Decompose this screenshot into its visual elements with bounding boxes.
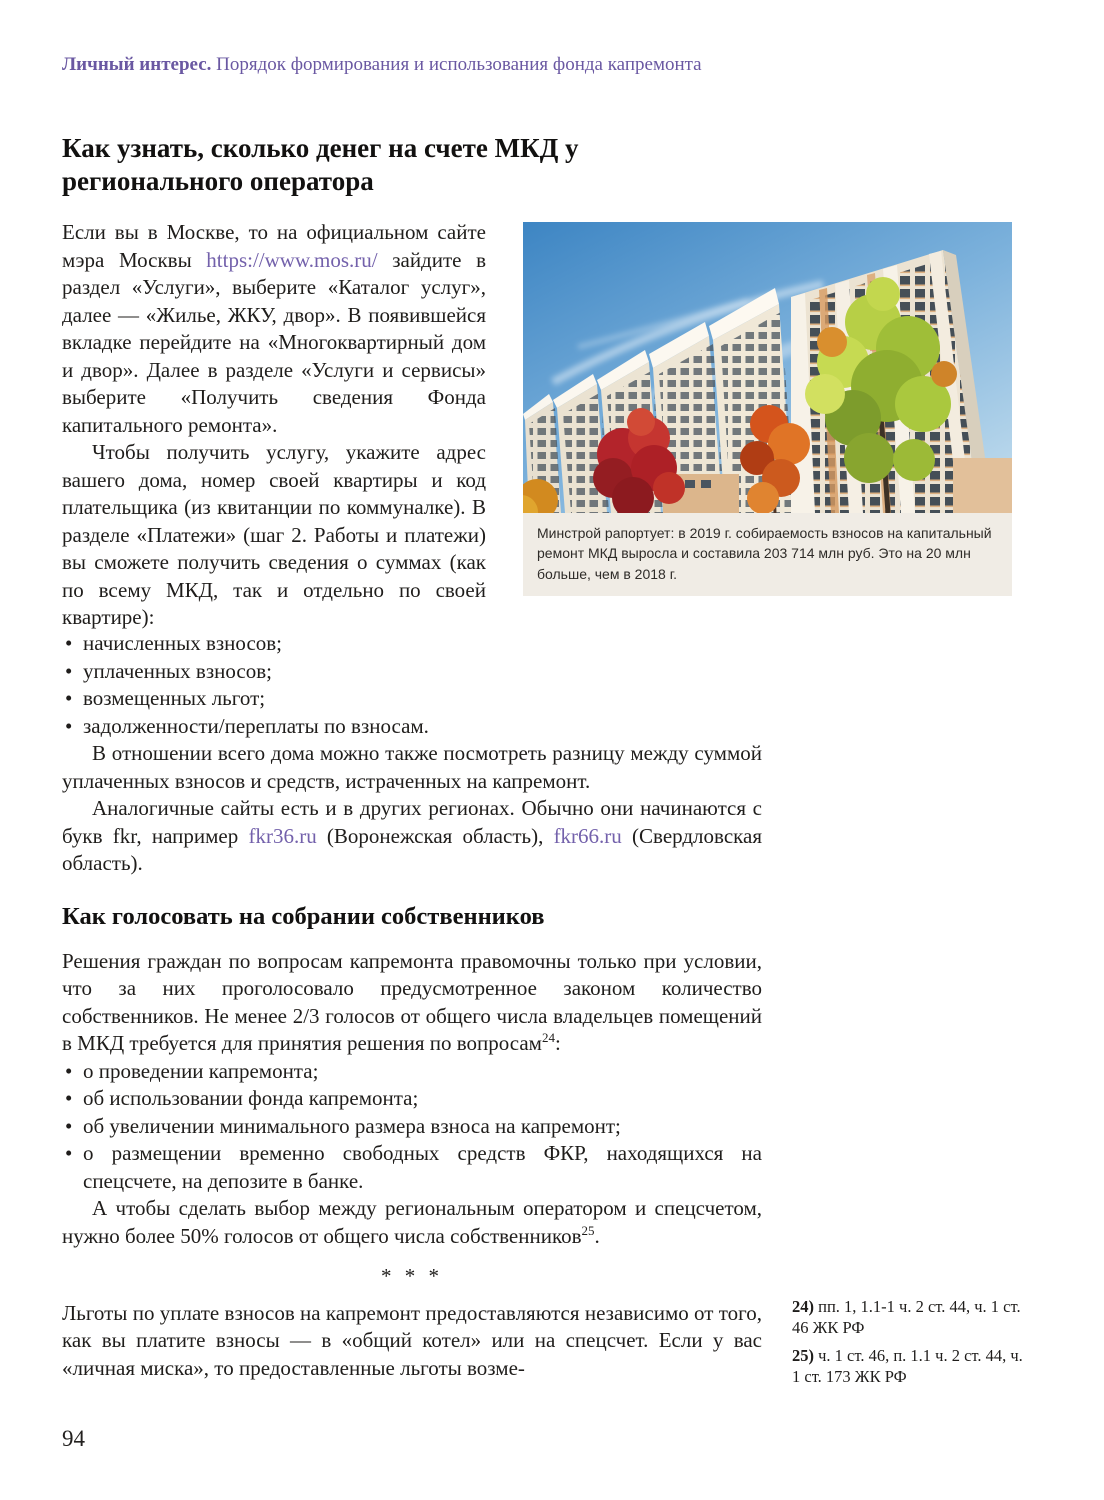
footnote-ref-24: 24: [541, 1030, 555, 1046]
list-item: • задолженности/переплаты по взносам.: [62, 713, 762, 741]
paragraph-mos-site: [62, 219, 486, 439]
apartment-buildings-photo: [523, 222, 1012, 513]
footnotes-block: [792, 1296, 1024, 1394]
footnote-text: ч. 1 ст. 46, п. 1.1 ч. 2 ст. 44, ч. 1 ст. 173 ЖК РФ: [792, 1346, 1023, 1386]
paragraph-voting-rules: [62, 948, 762, 1058]
paragraph-text: Аналогичные сайты есть и в других регионах. Обычно они начинаются с букв fkr, например: [62, 796, 762, 848]
mos-ru-link[interactable]: https://www.mos.ru/: [206, 247, 378, 272]
paragraph-text: (Воронежская область),: [316, 823, 554, 848]
fkr66-link[interactable]: fkr66.ru: [553, 823, 622, 848]
paragraph-regional-sites: [62, 795, 762, 878]
paragraph-house-difference: В отношении всего дома можно также посмотреть разницу между суммой уплаченных взносов и средств, истраченных на капремонт.: [62, 741, 762, 793]
photo-block: [523, 222, 1012, 596]
paragraph-service-steps: Чтобы получить услугу, укажите адрес вашего дома, номер своей квартиры и код плательщика (из квитанции по коммуналке). В разделе «Платежи» (шаг 2. Работы и платежи) вы сможете получить сведения о суммах (как по всему МКД, так и отдельно по своей квартире):: [62, 440, 486, 629]
running-head-section: Личный интерес.: [62, 54, 212, 75]
footnote-marker: 25): [792, 1346, 814, 1365]
list-item: • о размещении временно свободных средств ФКР, находящихся на спецсчете, на депозите в банке.: [62, 1140, 762, 1195]
footnote-25: [792, 1345, 1024, 1387]
running-head-subtitle: Порядок формирования и использования фонда капремонта: [211, 54, 702, 75]
paragraph-text: (Свердловская область).: [62, 823, 763, 875]
photo-caption: Минстрой рапортует: в 2019 г. собираемость взносов на капитальный ремонт МКД выросла и составила 203 714 млн руб. Это на 20 млн больше, чем в 2018 г.: [523, 513, 1012, 596]
paragraph-text: А чтобы сделать выбор между региональным оператором и спецсчетом, нужно более 50% голосов от общего числа собственников: [62, 1196, 762, 1248]
paragraph-text: Если вы в Москве, то на официальном сайте мэра Москвы: [62, 220, 486, 272]
main-text-flow: [62, 630, 762, 1382]
paragraph-text: зайдите в раздел «Услуги», выберите «Каталог услуг», далее — «Жилье, ЖКУ, двор». В появившейся вкладке перейдите на «Многоквартирный дом и двор». Далее в разделе «Услуги и сервисы» выберите «Получить сведения Фонда капитального ремонта».: [62, 247, 486, 437]
paragraph-benefits: Льготы по уплате взносов на капремонт предоставляются независимо от того, как вы платите взносы — в «общий котел» или на спецсчет. Если у вас «личная миска», то предоставленные льготы возме-: [62, 1300, 762, 1380]
paragraph-operator-choice: [62, 1195, 762, 1250]
paragraph-text: Решения граждан по вопросам капремонта правомочны только при условии, что за них проголосовало предусмотренное законом количество собственников. Не менее 2/3 голосов от общего числа владельцев помещений в МКД требуется для принятия решения по вопросам: [62, 948, 762, 1056]
page-title: Как узнать, сколько денег на счете МКД у регионального оператора: [62, 133, 579, 197]
section-title-voting: Как голосовать на собрании собственников: [62, 902, 545, 930]
list-item: • возмещенных льгот;: [62, 685, 762, 713]
list-item: • уплаченных взносов;: [62, 658, 762, 686]
footnote-text: пп. 1, 1.1-1 ч. 2 ст. 44, ч. 1 ст. 46 ЖК РФ: [792, 1297, 1021, 1337]
voting-bullet-list: [62, 1058, 762, 1196]
intro-column: [62, 219, 486, 632]
list-item: • начисленных взносов;: [62, 630, 762, 658]
fkr36-link[interactable]: fkr36.ru: [248, 823, 317, 848]
footnote-ref-25: 25: [581, 1222, 595, 1238]
list-item: • об использовании фонда капремонта;: [62, 1085, 762, 1113]
footnote-marker: 24): [792, 1297, 814, 1316]
list-item: • о проведении капремонта;: [62, 1058, 762, 1086]
list-item: • об увеличении минимального размера взноса на капремонт;: [62, 1113, 762, 1141]
page-number: 94: [62, 1426, 85, 1451]
paragraph-text: :: [554, 1031, 561, 1056]
asterisk-separator: * * *: [381, 1264, 443, 1289]
running-head: [62, 54, 962, 77]
footnote-24: [792, 1296, 1024, 1338]
paragraph-text: .: [594, 1223, 600, 1248]
sums-bullet-list: [62, 630, 762, 740]
